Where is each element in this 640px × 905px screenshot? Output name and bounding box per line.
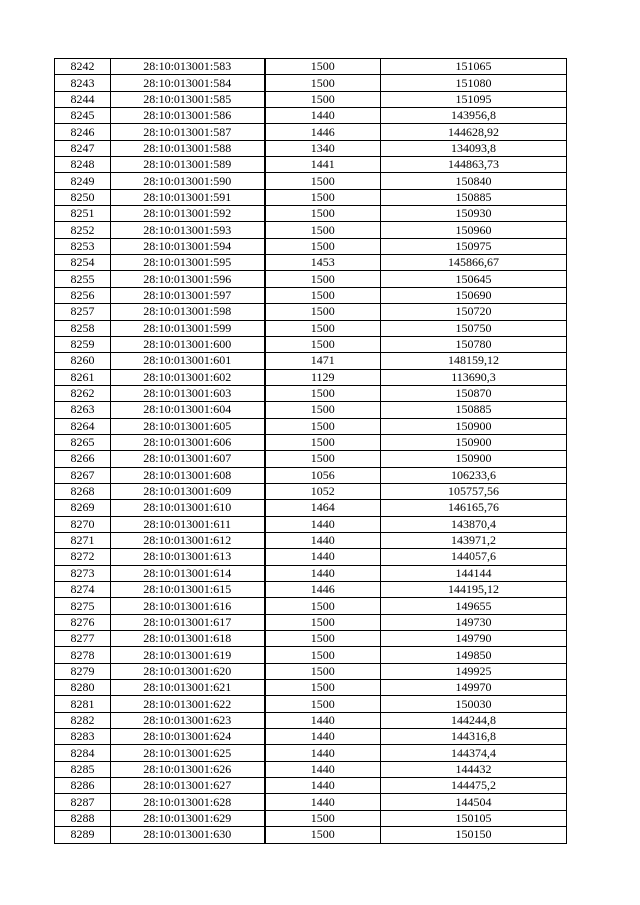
- cadastral-number-cell: 28:10:013001:607: [111, 451, 265, 467]
- value-cell: 144475,2: [381, 778, 567, 794]
- table-row: [55, 222, 567, 238]
- cadastral-number-cell: 28:10:013001:601: [111, 353, 265, 369]
- value-cell: 149970: [381, 680, 567, 696]
- row-number-cell: 8287: [55, 794, 111, 810]
- area-cell: 1500: [265, 75, 381, 91]
- cadastral-number-cell: 28:10:013001:629: [111, 810, 265, 826]
- cadastral-number-cell: 28:10:013001:609: [111, 483, 265, 499]
- area-cell: 1446: [265, 582, 381, 598]
- value-cell: 150780: [381, 336, 567, 352]
- area-cell: 1440: [265, 745, 381, 761]
- table-row: [55, 778, 567, 794]
- area-cell: 1441: [265, 157, 381, 173]
- area-cell: 1500: [265, 680, 381, 696]
- value-cell: 143956,8: [381, 108, 567, 124]
- table-row: [55, 255, 567, 271]
- area-cell: 1440: [265, 778, 381, 794]
- row-number-cell: 8283: [55, 729, 111, 745]
- table-row: [55, 500, 567, 516]
- value-cell: 150645: [381, 271, 567, 287]
- cadastral-number-cell: 28:10:013001:611: [111, 516, 265, 532]
- row-number-cell: 8244: [55, 91, 111, 107]
- table-row: [55, 206, 567, 222]
- area-cell: 1500: [265, 647, 381, 663]
- value-cell: 150105: [381, 810, 567, 826]
- row-number-cell: 8251: [55, 206, 111, 222]
- area-cell: 1440: [265, 516, 381, 532]
- row-number-cell: 8289: [55, 827, 111, 843]
- area-cell: 1500: [265, 304, 381, 320]
- land-parcels-table: [54, 58, 567, 844]
- value-cell: 150930: [381, 206, 567, 222]
- row-number-cell: 8263: [55, 402, 111, 418]
- row-number-cell: 8277: [55, 631, 111, 647]
- cadastral-number-cell: 28:10:013001:614: [111, 565, 265, 581]
- row-number-cell: 8275: [55, 598, 111, 614]
- cadastral-number-cell: 28:10:013001:584: [111, 75, 265, 91]
- area-cell: 1500: [265, 614, 381, 630]
- value-cell: 149850: [381, 647, 567, 663]
- cadastral-number-cell: 28:10:013001:625: [111, 745, 265, 761]
- row-number-cell: 8258: [55, 320, 111, 336]
- table-row: [55, 565, 567, 581]
- area-cell: 1471: [265, 353, 381, 369]
- value-cell: 150840: [381, 173, 567, 189]
- row-number-cell: 8271: [55, 532, 111, 548]
- table-row: [55, 451, 567, 467]
- table-row: [55, 631, 567, 647]
- cadastral-number-cell: 28:10:013001:626: [111, 761, 265, 777]
- cadastral-number-cell: 28:10:013001:623: [111, 712, 265, 728]
- area-cell: 1500: [265, 238, 381, 254]
- cadastral-number-cell: 28:10:013001:598: [111, 304, 265, 320]
- table-row: [55, 810, 567, 826]
- row-number-cell: 8278: [55, 647, 111, 663]
- table-row: [55, 238, 567, 254]
- value-cell: 150885: [381, 402, 567, 418]
- area-cell: 1440: [265, 712, 381, 728]
- row-number-cell: 8268: [55, 483, 111, 499]
- value-cell: 144195,12: [381, 582, 567, 598]
- table-row: [55, 598, 567, 614]
- cadastral-number-cell: 28:10:013001:605: [111, 418, 265, 434]
- row-number-cell: 8273: [55, 565, 111, 581]
- value-cell: 150720: [381, 304, 567, 320]
- row-number-cell: 8269: [55, 500, 111, 516]
- cadastral-number-cell: 28:10:013001:597: [111, 287, 265, 303]
- table-row: [55, 614, 567, 630]
- row-number-cell: 8259: [55, 336, 111, 352]
- table-row: [55, 516, 567, 532]
- row-number-cell: 8255: [55, 271, 111, 287]
- cadastral-number-cell: 28:10:013001:586: [111, 108, 265, 124]
- value-cell: 144057,6: [381, 549, 567, 565]
- area-cell: 1500: [265, 222, 381, 238]
- table-row: [55, 304, 567, 320]
- area-cell: 1440: [265, 794, 381, 810]
- value-cell: 149730: [381, 614, 567, 630]
- row-number-cell: 8288: [55, 810, 111, 826]
- value-cell: 143870,4: [381, 516, 567, 532]
- value-cell: 144144: [381, 565, 567, 581]
- row-number-cell: 8284: [55, 745, 111, 761]
- row-number-cell: 8281: [55, 696, 111, 712]
- value-cell: 150900: [381, 451, 567, 467]
- row-number-cell: 8279: [55, 663, 111, 679]
- row-number-cell: 8264: [55, 418, 111, 434]
- row-number-cell: 8286: [55, 778, 111, 794]
- area-cell: 1500: [265, 206, 381, 222]
- table-row: [55, 369, 567, 385]
- area-cell: 1440: [265, 549, 381, 565]
- area-cell: 1500: [265, 271, 381, 287]
- row-number-cell: 8254: [55, 255, 111, 271]
- cadastral-number-cell: 28:10:013001:590: [111, 173, 265, 189]
- row-number-cell: 8261: [55, 369, 111, 385]
- area-cell: 1440: [265, 729, 381, 745]
- cadastral-number-cell: 28:10:013001:620: [111, 663, 265, 679]
- value-cell: 150885: [381, 189, 567, 205]
- table-row: [55, 271, 567, 287]
- row-number-cell: 8267: [55, 467, 111, 483]
- cadastral-number-cell: 28:10:013001:602: [111, 369, 265, 385]
- table-row: [55, 761, 567, 777]
- cadastral-number-cell: 28:10:013001:603: [111, 385, 265, 401]
- area-cell: 1500: [265, 598, 381, 614]
- value-cell: 149790: [381, 631, 567, 647]
- row-number-cell: 8266: [55, 451, 111, 467]
- value-cell: 143971,2: [381, 532, 567, 548]
- cadastral-number-cell: 28:10:013001:599: [111, 320, 265, 336]
- cadastral-number-cell: 28:10:013001:628: [111, 794, 265, 810]
- area-cell: 1500: [265, 287, 381, 303]
- table-row: [55, 434, 567, 450]
- cadastral-number-cell: 28:10:013001:585: [111, 91, 265, 107]
- area-cell: 1440: [265, 108, 381, 124]
- table-row: [55, 75, 567, 91]
- value-cell: 144374,4: [381, 745, 567, 761]
- value-cell: 150750: [381, 320, 567, 336]
- table-row: [55, 663, 567, 679]
- table-row: [55, 696, 567, 712]
- row-number-cell: 8249: [55, 173, 111, 189]
- cadastral-number-cell: 28:10:013001:608: [111, 467, 265, 483]
- value-cell: 151080: [381, 75, 567, 91]
- table-row: [55, 549, 567, 565]
- area-cell: 1453: [265, 255, 381, 271]
- area-cell: 1500: [265, 385, 381, 401]
- area-cell: 1500: [265, 91, 381, 107]
- row-number-cell: 8256: [55, 287, 111, 303]
- row-number-cell: 8272: [55, 549, 111, 565]
- cadastral-number-cell: 28:10:013001:630: [111, 827, 265, 843]
- table-row: [55, 729, 567, 745]
- cadastral-number-cell: 28:10:013001:619: [111, 647, 265, 663]
- table-row: [55, 189, 567, 205]
- area-cell: 1500: [265, 827, 381, 843]
- row-number-cell: 8260: [55, 353, 111, 369]
- row-number-cell: 8250: [55, 189, 111, 205]
- cadastral-number-cell: 28:10:013001:622: [111, 696, 265, 712]
- area-cell: 1052: [265, 483, 381, 499]
- row-number-cell: 8274: [55, 582, 111, 598]
- row-number-cell: 8257: [55, 304, 111, 320]
- cadastral-number-cell: 28:10:013001:606: [111, 434, 265, 450]
- area-cell: 1056: [265, 467, 381, 483]
- table-row: [55, 483, 567, 499]
- cadastral-number-cell: 28:10:013001:604: [111, 402, 265, 418]
- table-row: [55, 680, 567, 696]
- row-number-cell: 8253: [55, 238, 111, 254]
- cadastral-number-cell: 28:10:013001:596: [111, 271, 265, 287]
- value-cell: 144628,92: [381, 124, 567, 140]
- area-cell: 1500: [265, 631, 381, 647]
- table-row: [55, 418, 567, 434]
- table-row: [55, 91, 567, 107]
- row-number-cell: 8245: [55, 108, 111, 124]
- area-cell: 1500: [265, 189, 381, 205]
- cadastral-number-cell: 28:10:013001:617: [111, 614, 265, 630]
- value-cell: 144244,8: [381, 712, 567, 728]
- cadastral-number-cell: 28:10:013001:612: [111, 532, 265, 548]
- row-number-cell: 8270: [55, 516, 111, 532]
- cadastral-number-cell: 28:10:013001:624: [111, 729, 265, 745]
- cadastral-number-cell: 28:10:013001:592: [111, 206, 265, 222]
- row-number-cell: 8280: [55, 680, 111, 696]
- value-cell: 148159,12: [381, 353, 567, 369]
- table-row: [55, 287, 567, 303]
- cadastral-number-cell: 28:10:013001:593: [111, 222, 265, 238]
- value-cell: 150870: [381, 385, 567, 401]
- cadastral-number-cell: 28:10:013001:627: [111, 778, 265, 794]
- cadastral-number-cell: 28:10:013001:587: [111, 124, 265, 140]
- table-row: [55, 827, 567, 843]
- row-number-cell: 8265: [55, 434, 111, 450]
- cadastral-number-cell: 28:10:013001:621: [111, 680, 265, 696]
- cadastral-number-cell: 28:10:013001:588: [111, 140, 265, 156]
- table-row: [55, 402, 567, 418]
- value-cell: 146165,76: [381, 500, 567, 516]
- value-cell: 150150: [381, 827, 567, 843]
- area-cell: 1500: [265, 810, 381, 826]
- table-row: [55, 124, 567, 140]
- row-number-cell: 8246: [55, 124, 111, 140]
- row-number-cell: 8248: [55, 157, 111, 173]
- cadastral-number-cell: 28:10:013001:613: [111, 549, 265, 565]
- area-cell: 1446: [265, 124, 381, 140]
- table-row: [55, 745, 567, 761]
- value-cell: 134093,8: [381, 140, 567, 156]
- value-cell: 149655: [381, 598, 567, 614]
- value-cell: 150900: [381, 418, 567, 434]
- table-row: [55, 59, 567, 75]
- table-row: [55, 467, 567, 483]
- value-cell: 113690,3: [381, 369, 567, 385]
- table-row: [55, 712, 567, 728]
- table-row: [55, 794, 567, 810]
- area-cell: 1500: [265, 418, 381, 434]
- value-cell: 150030: [381, 696, 567, 712]
- value-cell: 150960: [381, 222, 567, 238]
- value-cell: 144863,73: [381, 157, 567, 173]
- cadastral-number-cell: 28:10:013001:616: [111, 598, 265, 614]
- value-cell: 144504: [381, 794, 567, 810]
- value-cell: 150690: [381, 287, 567, 303]
- row-number-cell: 8247: [55, 140, 111, 156]
- area-cell: 1464: [265, 500, 381, 516]
- cadastral-number-cell: 28:10:013001:595: [111, 255, 265, 271]
- area-cell: 1500: [265, 451, 381, 467]
- row-number-cell: 8285: [55, 761, 111, 777]
- value-cell: 151095: [381, 91, 567, 107]
- area-cell: 1500: [265, 173, 381, 189]
- value-cell: 151065: [381, 59, 567, 75]
- cadastral-number-cell: 28:10:013001:600: [111, 336, 265, 352]
- value-cell: 150975: [381, 238, 567, 254]
- row-number-cell: 8262: [55, 385, 111, 401]
- cadastral-number-cell: 28:10:013001:615: [111, 582, 265, 598]
- cadastral-number-cell: 28:10:013001:591: [111, 189, 265, 205]
- cadastral-number-cell: 28:10:013001:618: [111, 631, 265, 647]
- area-cell: 1440: [265, 532, 381, 548]
- row-number-cell: 8276: [55, 614, 111, 630]
- area-cell: 1500: [265, 434, 381, 450]
- table-row: [55, 385, 567, 401]
- area-cell: 1440: [265, 565, 381, 581]
- row-number-cell: 8282: [55, 712, 111, 728]
- table-row: [55, 532, 567, 548]
- value-cell: 144316,8: [381, 729, 567, 745]
- area-cell: 1129: [265, 369, 381, 385]
- area-cell: 1340: [265, 140, 381, 156]
- table-row: [55, 647, 567, 663]
- table-row: [55, 157, 567, 173]
- value-cell: 106233,6: [381, 467, 567, 483]
- table-row: [55, 173, 567, 189]
- value-cell: 105757,56: [381, 483, 567, 499]
- table-row: [55, 353, 567, 369]
- row-number-cell: 8252: [55, 222, 111, 238]
- value-cell: 144432: [381, 761, 567, 777]
- value-cell: 150900: [381, 434, 567, 450]
- area-cell: 1500: [265, 59, 381, 75]
- value-cell: 149925: [381, 663, 567, 679]
- cadastral-number-cell: 28:10:013001:594: [111, 238, 265, 254]
- table-row: [55, 336, 567, 352]
- table-row: [55, 320, 567, 336]
- area-cell: 1500: [265, 336, 381, 352]
- value-cell: 145866,67: [381, 255, 567, 271]
- table-row: [55, 140, 567, 156]
- area-cell: 1500: [265, 696, 381, 712]
- area-cell: 1440: [265, 761, 381, 777]
- table-row: [55, 108, 567, 124]
- area-cell: 1500: [265, 663, 381, 679]
- table-body: [55, 59, 567, 844]
- row-number-cell: 8242: [55, 59, 111, 75]
- row-number-cell: 8243: [55, 75, 111, 91]
- cadastral-number-cell: 28:10:013001:610: [111, 500, 265, 516]
- area-cell: 1500: [265, 320, 381, 336]
- cadastral-number-cell: 28:10:013001:583: [111, 59, 265, 75]
- table-row: [55, 582, 567, 598]
- cadastral-number-cell: 28:10:013001:589: [111, 157, 265, 173]
- area-cell: 1500: [265, 402, 381, 418]
